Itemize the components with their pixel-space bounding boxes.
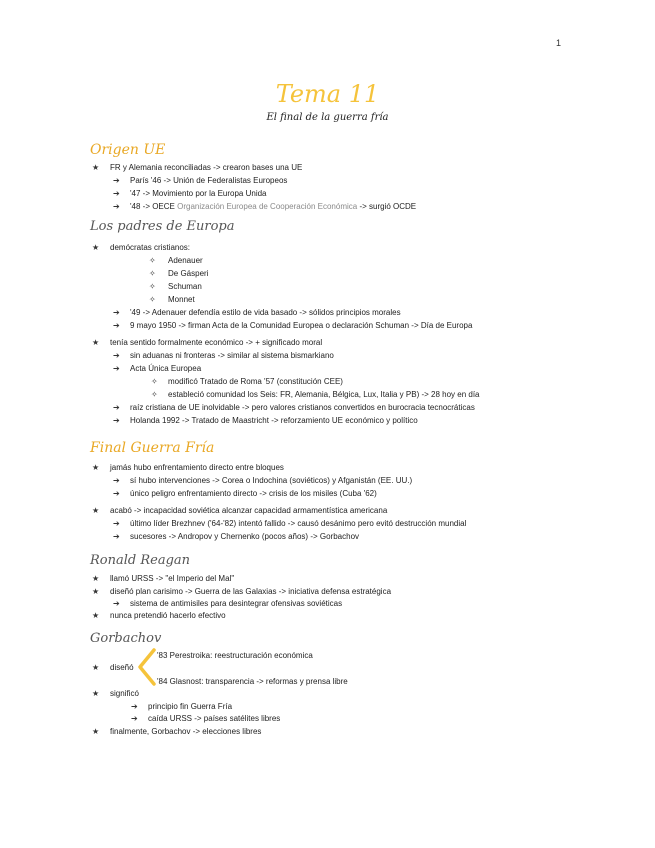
list-item: acabó -> incapacidad soviética alcanzar capacidad armamentística americana [110, 506, 388, 515]
arrow-bullet-icon: ➔ [113, 403, 120, 412]
arrow-bullet-icon: ➔ [113, 532, 120, 541]
arrow-bullet-icon: ➔ [113, 599, 120, 608]
heading-gorbachov: Gorbachov [90, 631, 162, 646]
list-item: único peligro enfrentamiento directo -> crisis de los misiles (Cuba '62) [130, 489, 377, 498]
heading-origen-ue: Origen UE [90, 142, 166, 158]
star-bullet-icon: ★ [92, 663, 100, 672]
brace-icon [134, 648, 156, 686]
star-bullet-icon: ★ [92, 463, 100, 472]
list-item: '83 Perestroika: reestructuración económica [157, 651, 313, 660]
star-bullet-icon: ★ [92, 727, 100, 736]
small-star-bullet-icon: ✧ [149, 256, 156, 265]
arrow-bullet-icon: ➔ [113, 519, 120, 528]
arrow-bullet-icon: ➔ [131, 714, 138, 723]
arrow-bullet-icon: ➔ [113, 351, 120, 360]
small-star-bullet-icon: ✧ [151, 377, 158, 386]
list-item: Holanda 1992 -> Tratado de Maastricht -> reforzamiento UE económico y político [130, 416, 418, 425]
list-item: finalmente, Gorbachov -> elecciones libres [110, 727, 262, 736]
list-item: sí hubo intervenciones -> Corea o Indochina (soviéticos) y Afganistán (EE. UU.) [130, 476, 413, 485]
list-item: sistema de antimisiles para desintegrar ofensivas soviéticas [130, 599, 343, 608]
list-item: Acta Única Europea [130, 364, 202, 373]
arrow-bullet-icon: ➔ [113, 202, 120, 211]
list-item: estableció comunidad los Seis: FR, Alemania, Bélgica, Lux, Italia y PB) -> 28 hoy en día [168, 390, 480, 399]
list-item: caída URSS -> países satélites libres [148, 714, 281, 723]
list-item: raíz cristiana de UE inolvidable -> pero valores cristianos convertidos en burocracia tecnocráticas [130, 403, 475, 412]
list-item: tenía sentido formalmente económico -> + significado moral [110, 338, 323, 347]
star-bullet-icon: ★ [92, 163, 100, 172]
star-bullet-icon: ★ [92, 243, 100, 252]
small-star-bullet-icon: ✧ [149, 295, 156, 304]
small-star-bullet-icon: ✧ [149, 282, 156, 291]
list-item: París '46 -> Unión de Federalistas Europeos [130, 176, 288, 185]
arrow-bullet-icon: ➔ [113, 489, 120, 498]
list-item: '84 Glasnost: transparencia -> reformas y prensa libre [157, 677, 348, 686]
list-item: FR y Alemania reconciliadas -> crearon bases una UE [110, 163, 303, 172]
heading-padres-europa: Los padres de Europa [90, 219, 235, 234]
page-title: Tema 11 [275, 80, 380, 108]
list-item: significó [110, 689, 139, 698]
list-item: '49 -> Adenauer defendía estilo de vida basado -> sólidos principios morales [130, 308, 401, 317]
list-item: 9 mayo 1950 -> firman Acta de la Comunidad Europea o declaración Schuman -> Día de Europa [130, 321, 473, 330]
list-item: llamó URSS -> "el Imperio del Mal" [110, 574, 235, 583]
list-item: '48 -> OECE Organización Europea de Cooperación Económica -> surgió OCDE [130, 202, 417, 211]
star-bullet-icon: ★ [92, 574, 100, 583]
list-item: Adenauer [168, 256, 203, 265]
list-item: diseñó [110, 663, 134, 672]
list-item: '47 -> Movimiento por la Europa Unida [130, 189, 267, 198]
arrow-bullet-icon: ➔ [113, 364, 120, 373]
page-number: 1 [556, 38, 562, 48]
small-star-bullet-icon: ✧ [149, 269, 156, 278]
list-item: nunca pretendió hacerlo efectivo [110, 611, 226, 620]
star-bullet-icon: ★ [92, 611, 100, 620]
list-item: último líder Brezhnev ('64-'82) intentó fallido -> causó desánimo pero evitó destrucción mundial [130, 519, 467, 528]
list-item: modificó Tratado de Roma '57 (constitución CEE) [168, 377, 343, 386]
list-item: diseñó plan carisimo -> Guerra de las Galaxias -> iniciativa defensa estratégica [110, 587, 392, 596]
arrow-bullet-icon: ➔ [113, 176, 120, 185]
star-bullet-icon: ★ [92, 338, 100, 347]
star-bullet-icon: ★ [92, 506, 100, 515]
page-subtitle: El final de la guerra fría [266, 112, 389, 123]
star-bullet-icon: ★ [92, 587, 100, 596]
arrow-bullet-icon: ➔ [113, 189, 120, 198]
heading-final-guerra-fria: Final Guerra Fría [90, 440, 215, 456]
oece-expansion: Organización Europea de Cooperación Económica [177, 202, 358, 211]
list-item: principio fin Guerra Fría [148, 702, 233, 711]
heading-ronald-reagan: Ronald Reagan [90, 553, 191, 568]
arrow-bullet-icon: ➔ [131, 702, 138, 711]
arrow-bullet-icon: ➔ [113, 476, 120, 485]
list-item: sin aduanas ni fronteras -> similar al sistema bismarkiano [130, 351, 334, 360]
star-bullet-icon: ★ [92, 689, 100, 698]
arrow-bullet-icon: ➔ [113, 321, 120, 330]
list-item: jamás hubo enfrentamiento directo entre bloques [110, 463, 284, 472]
list-item: demócratas cristianos: [110, 243, 191, 252]
list-item: Monnet [168, 295, 195, 304]
list-item: sucesores -> Andropov y Chernenko (pocos años) -> Gorbachov [130, 532, 360, 541]
small-star-bullet-icon: ✧ [151, 390, 158, 399]
arrow-bullet-icon: ➔ [113, 308, 120, 317]
list-item: De Gásperi [168, 269, 209, 278]
list-item: Schuman [168, 282, 202, 291]
arrow-bullet-icon: ➔ [113, 416, 120, 425]
